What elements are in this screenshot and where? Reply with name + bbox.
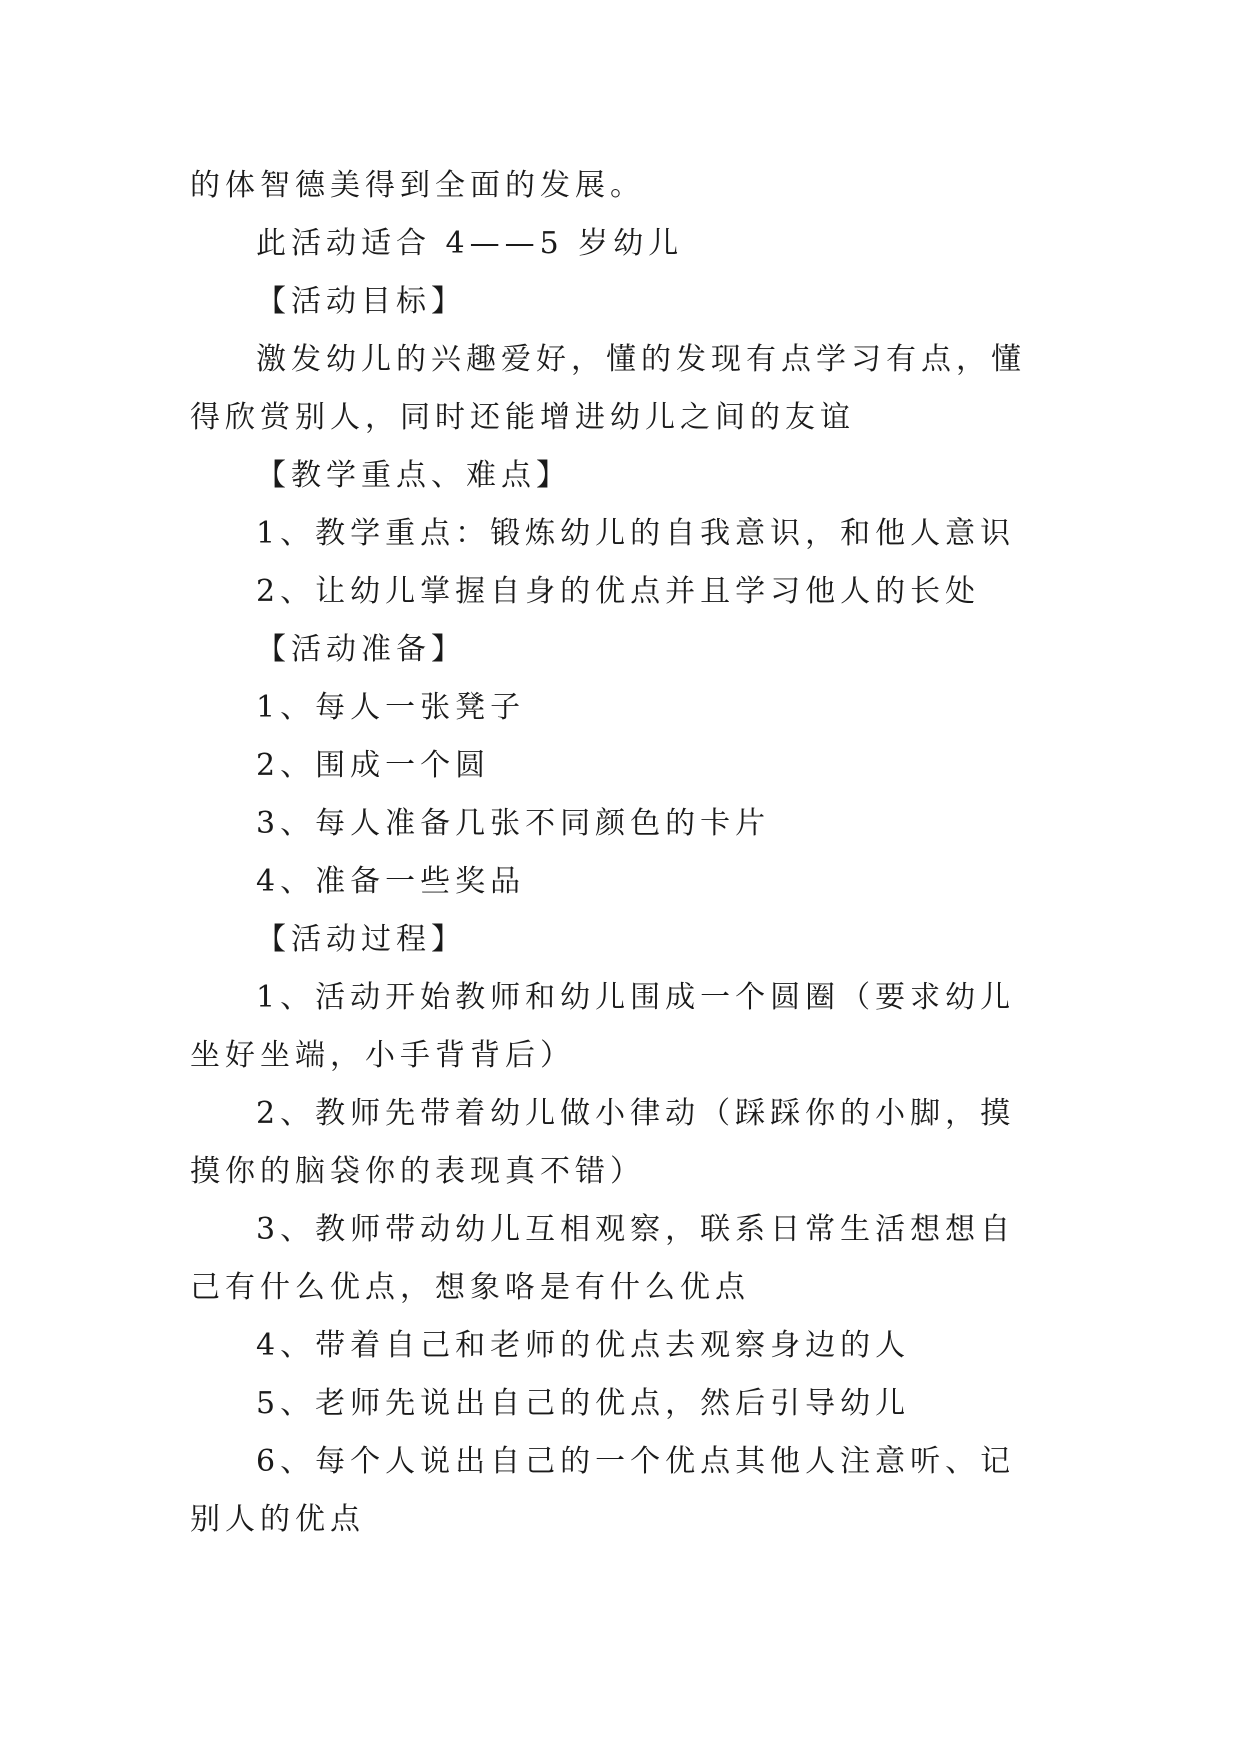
list-item-key-2: 2、让幼儿掌握自身的优点并且学习他人的长处 [256, 574, 981, 609]
paragraph-goals: 激发幼儿的兴趣爱好，懂的发现有点学习有点，懂得欣赏别人，同时还能增进幼儿之间的友谊 [190, 342, 1026, 435]
document-body [190, 157, 1050, 1549]
list-item-process-4: 4、带着自己和老师的优点去观察身边的人 [256, 1328, 911, 1363]
list-item-prep-4: 4、准备一些奖品 [256, 864, 526, 899]
section-heading-goals: 【活动目标】 [256, 284, 466, 319]
list-item-prep-1: 1、每人一张凳子 [256, 690, 526, 725]
list-item-process-1: 1、活动开始教师和幼儿围成一个圆圈（要求幼儿坐好坐端，小手背背后） [190, 980, 1016, 1073]
section-heading-process: 【活动过程】 [256, 922, 466, 957]
list-item-process-5: 5、老师先说出自己的优点，然后引导幼儿 [256, 1386, 911, 1421]
paragraph-continuation: 的体智德美得到全面的发展。 [190, 168, 645, 203]
section-heading-preparation: 【活动准备】 [256, 632, 466, 667]
list-item-key-1: 1、教学重点：锻炼幼儿的自我意识，和他人意识 [256, 516, 1016, 551]
list-item-process-6: 6、每个人说出自己的一个优点其他人注意听、记别人的优点 [190, 1444, 1016, 1537]
list-item-process-3: 3、教师带动幼儿互相观察，联系日常生活想想自己有什么优点，想象咯是有什么优点 [190, 1212, 1016, 1305]
list-item-process-2: 2、教师先带着幼儿做小律动（踩踩你的小脚，摸摸你的脑袋你的表现真不错） [190, 1096, 1016, 1189]
paragraph-age-range: 此活动适合 4——5 岁幼儿 [256, 226, 684, 261]
list-item-prep-2: 2、围成一个圆 [256, 748, 491, 783]
section-heading-key-points: 【教学重点、难点】 [256, 458, 571, 493]
list-item-prep-3: 3、每人准备几张不同颜色的卡片 [256, 806, 771, 841]
